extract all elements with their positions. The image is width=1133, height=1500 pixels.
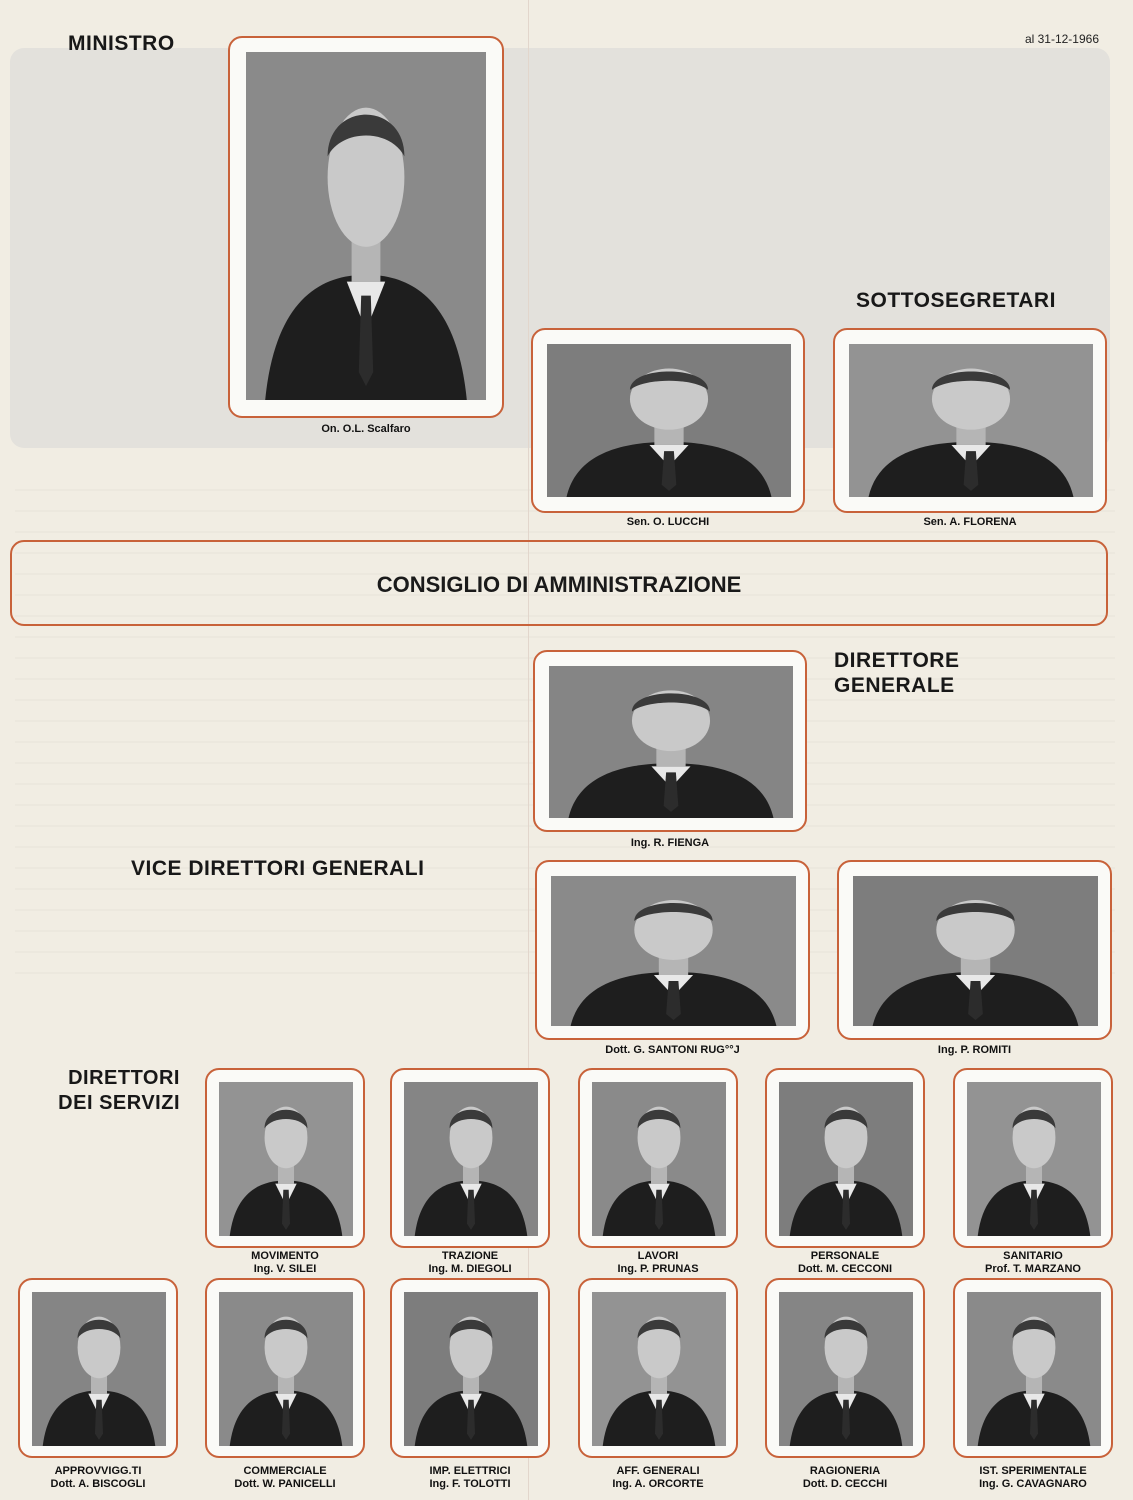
portrait-silhouette (404, 1082, 538, 1236)
tie-shape (282, 1400, 290, 1440)
portrait-silhouette (547, 344, 791, 497)
portrait-card-servizio-4 (765, 1068, 925, 1248)
servizio-dept: SANITARIO (1003, 1250, 1063, 1262)
heading-direttore-line1: DIRETTORE (834, 649, 960, 672)
heading-direttore-generale (834, 648, 959, 698)
tie-shape (664, 772, 679, 812)
servizio-dept: RAGIONERIA (809, 1465, 881, 1477)
portrait-card-direttore-generale (533, 650, 807, 832)
servizio-name: Ing. V. SILEI (253, 1263, 317, 1275)
portrait-card-servizio-6 (18, 1278, 178, 1458)
portrait-photo (404, 1292, 538, 1446)
portrait-photo (592, 1082, 726, 1236)
tie-shape (964, 451, 979, 491)
servizio-dept: LAVORI (637, 1250, 679, 1262)
portrait-silhouette (219, 1292, 353, 1446)
portrait-silhouette (967, 1292, 1101, 1446)
caption-servizio-5 (943, 1250, 1123, 1276)
caption-servizio-9 (568, 1465, 748, 1491)
portrait-card-servizio-5 (953, 1068, 1113, 1248)
servizio-name: Ing. G. CAVAGNARO (979, 1478, 1087, 1490)
portrait-silhouette (246, 52, 486, 400)
servizio-name: Ing. P. PRUNAS (617, 1263, 699, 1275)
consiglio-banner (10, 540, 1108, 626)
portrait-card-servizio-10 (765, 1278, 925, 1458)
tie-shape (1030, 1190, 1038, 1230)
caption-direttore-generale: Ing. R. FIENGA (630, 837, 710, 849)
tie-shape (467, 1400, 475, 1440)
caption-ministro: On. O.L. Scalfaro (321, 423, 411, 435)
portrait-photo (219, 1082, 353, 1236)
portrait-silhouette (219, 1082, 353, 1236)
caption-servizio-3 (568, 1250, 748, 1276)
servizio-dept: TRAZIONE (441, 1250, 499, 1262)
portrait-photo (404, 1082, 538, 1236)
caption-servizio-8 (380, 1465, 560, 1491)
date-label: al 31-12-1966 (1024, 32, 1099, 46)
caption-servizio-10 (755, 1465, 935, 1491)
servizio-dept: AFF. GENERALI (616, 1465, 700, 1477)
tie-shape (968, 981, 983, 1020)
portrait-photo (779, 1082, 913, 1236)
portrait-silhouette (592, 1082, 726, 1236)
tie-shape (842, 1190, 850, 1230)
caption-servizio-1 (195, 1250, 375, 1276)
tie-shape (662, 451, 677, 491)
servizio-name: Dott. D. CECCHI (802, 1478, 888, 1490)
portrait-photo (967, 1082, 1101, 1236)
caption-servizio-4 (755, 1250, 935, 1276)
servizio-name: Dott. A. BISCOGLI (50, 1478, 146, 1490)
servizio-name: Ing. M. DIEGOLI (428, 1263, 512, 1275)
caption-vice-direttore-1: Dott. G. SANTONI RUG°°J (605, 1044, 740, 1056)
portrait-card-ministro (228, 36, 504, 418)
servizio-dept: APPROVVIGG.TI (54, 1465, 142, 1477)
servizio-dept: MOVIMENTO (251, 1250, 319, 1262)
servizio-name: Dott. M. CECCONI (797, 1263, 893, 1275)
heading-direttore-line2: GENERALE (834, 674, 955, 697)
tie-shape (282, 1190, 290, 1230)
servizio-name: Prof. T. MARZANO (985, 1263, 1081, 1275)
portrait-photo (551, 876, 796, 1026)
portrait-silhouette (592, 1292, 726, 1446)
caption-servizio-11 (943, 1465, 1123, 1491)
portrait-photo (219, 1292, 353, 1446)
servizio-dept: IST. SPERIMENTALE (979, 1465, 1087, 1477)
servizio-dept: COMMERCIALE (243, 1465, 327, 1477)
portrait-photo (547, 344, 791, 497)
portrait-silhouette (779, 1292, 913, 1446)
caption-servizio-6 (8, 1465, 188, 1491)
portrait-card-servizio-8 (390, 1278, 550, 1458)
portrait-card-servizio-3 (578, 1068, 738, 1248)
portrait-card-servizio-9 (578, 1278, 738, 1458)
portrait-photo (246, 52, 486, 400)
servizio-dept: IMP. ELETTRICI (429, 1465, 511, 1477)
caption-vice-direttore-2: Ing. P. ROMITI (937, 1044, 1012, 1056)
portrait-photo (549, 666, 793, 818)
tie-shape (842, 1400, 850, 1440)
servizio-name: Ing. A. ORCORTE (612, 1478, 704, 1490)
caption-sottosegretario-2: Sen. A. FLORENA (923, 516, 1017, 528)
caption-servizio-2 (380, 1250, 560, 1276)
portrait-silhouette (551, 876, 796, 1026)
portrait-card-servizio-7 (205, 1278, 365, 1458)
portrait-card-vice-direttore-1 (535, 860, 810, 1040)
portrait-silhouette (404, 1292, 538, 1446)
portrait-card-servizio-1 (205, 1068, 365, 1248)
tie-shape (666, 981, 681, 1020)
servizio-name: Dott. W. PANICELLI (234, 1478, 336, 1490)
heading-servizi-line1: DIRETTORI (68, 1067, 180, 1089)
tie-shape (655, 1400, 663, 1440)
tie-shape (1030, 1400, 1038, 1440)
tie-shape (467, 1190, 475, 1230)
servizio-dept: PERSONALE (810, 1250, 880, 1262)
portrait-photo (779, 1292, 913, 1446)
portrait-silhouette (849, 344, 1093, 497)
heading-servizi-line2: DEI SERVIZI (58, 1092, 180, 1114)
portrait-photo (592, 1292, 726, 1446)
portrait-photo (849, 344, 1093, 497)
portrait-photo (32, 1292, 166, 1446)
portrait-card-sottosegretario-2 (833, 328, 1107, 513)
portrait-photo (967, 1292, 1101, 1446)
heading-vice-direttori: VICE DIRETTORI GENERALI (131, 857, 425, 880)
portrait-silhouette (549, 666, 793, 818)
portrait-silhouette (32, 1292, 166, 1446)
portrait-card-vice-direttore-2 (837, 860, 1112, 1040)
tie-shape (95, 1400, 103, 1440)
portrait-card-servizio-11 (953, 1278, 1113, 1458)
caption-sottosegretario-1: Sen. O. LUCCHI (626, 516, 710, 528)
tie-shape (655, 1190, 663, 1230)
heading-consiglio: CONSIGLIO DI AMMINISTRAZIONE (376, 572, 742, 597)
portrait-silhouette (967, 1082, 1101, 1236)
portrait-card-sottosegretario-1 (531, 328, 805, 513)
portrait-photo (853, 876, 1098, 1026)
caption-servizio-7 (195, 1465, 375, 1491)
heading-sottosegretari: SOTTOSEGRETARI (856, 289, 1056, 312)
portrait-silhouette (779, 1082, 913, 1236)
portrait-silhouette (853, 876, 1098, 1026)
servizio-name: Ing. F. TOLOTTI (429, 1478, 511, 1490)
heading-ministro: MINISTRO (68, 32, 175, 55)
heading-direttori-servizi (10, 1066, 180, 1116)
portrait-card-servizio-2 (390, 1068, 550, 1248)
tie-shape (359, 296, 373, 386)
